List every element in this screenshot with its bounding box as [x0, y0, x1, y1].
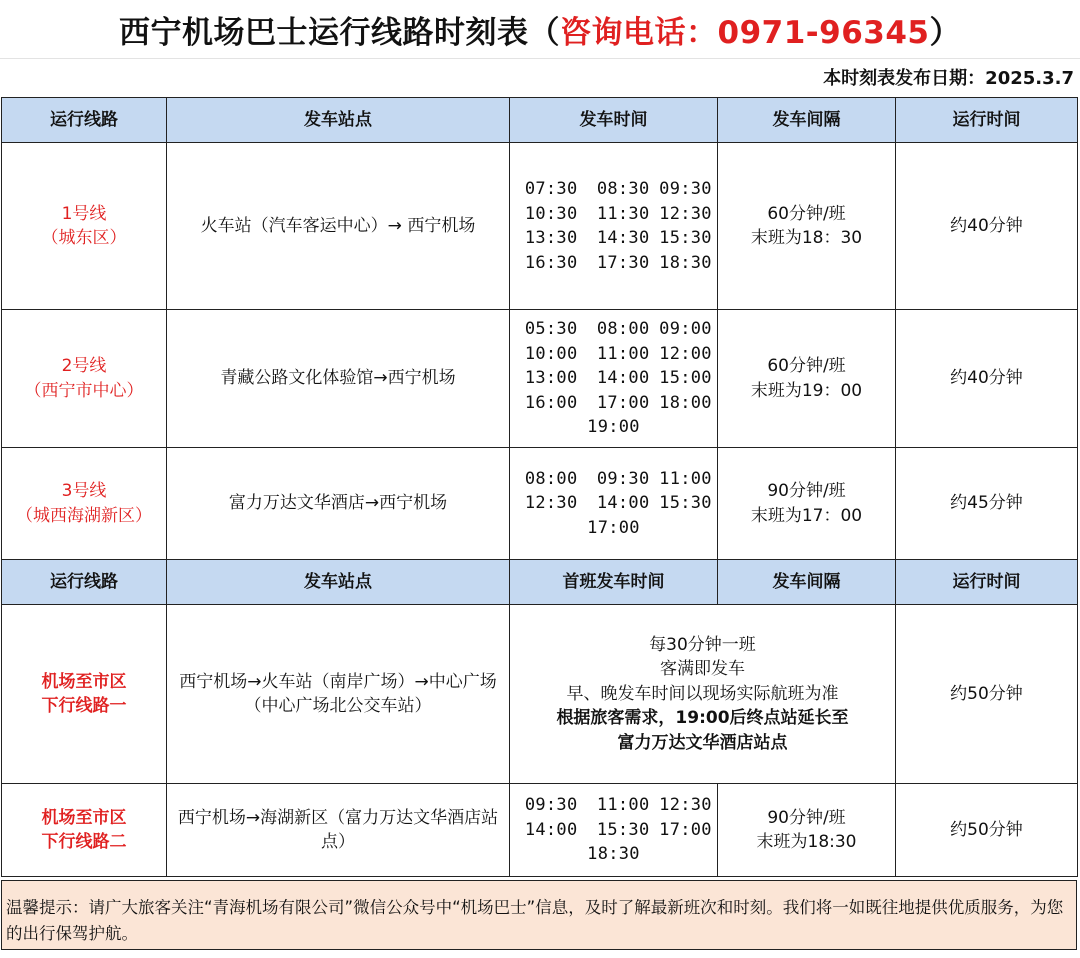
route-name-line1: 机场至市区	[41, 807, 127, 828]
route-row-3	[2, 448, 1078, 560]
route-name-line2: 下行线路一	[41, 696, 127, 716]
route-name-line1: 1号线	[61, 203, 107, 224]
header-station: 发车站点	[167, 560, 510, 605]
header-row	[2, 98, 1078, 143]
page-title	[0, 0, 1080, 59]
departure-time: 12:00	[659, 343, 712, 364]
route-name	[2, 605, 167, 784]
header-station: 发车站点	[167, 98, 510, 143]
notice-text: 温馨提示：请广大旅客关注“青海机场有限公司”微信公众号中“机场巴士”信息，及时了解最新班次和时刻。我们将一如既往地提供优质服务，为您的出行保驾护航。	[1, 880, 1077, 950]
departure-time: 05:30	[524, 319, 578, 340]
header-route: 运行线路	[2, 560, 167, 605]
info-line: 早、晚发车时间以现场实际航班为准	[566, 683, 839, 704]
header-first-time: 首班发车时间	[510, 560, 718, 605]
departure-time: 15:30	[659, 493, 712, 514]
departure-time: 14:00	[524, 819, 578, 840]
route-name-line1: 3号线	[61, 481, 107, 501]
departure-time: 12:30	[659, 795, 712, 816]
departure-time: 18:30	[587, 844, 640, 865]
departure-time: 14:30	[596, 228, 650, 248]
route-duration: 约45分钟	[896, 448, 1078, 560]
departure-time: 15:30	[659, 228, 712, 248]
route-name-line2: （城东区）	[41, 228, 127, 248]
departure-time: 17:00	[659, 819, 712, 840]
route-interval	[718, 784, 896, 877]
info-bold-line: 根据旅客需求，19:00后终点站延长至	[556, 708, 849, 729]
downline-row-1	[2, 605, 1078, 784]
departure-time: 11:00	[596, 795, 650, 816]
route-station: 西宁机场→火车站（南岸广场）→中心广场（中心广场北公交车站）	[167, 605, 510, 784]
route-name-line2: （城西海湖新区）	[16, 505, 152, 526]
departure-time: 10:00	[524, 343, 578, 364]
interval-line1: 60分钟/班	[767, 203, 846, 224]
interval-line2: 末班为17：00	[750, 505, 863, 526]
route-interval	[718, 448, 896, 560]
interval-line1: 90分钟/班	[767, 807, 846, 828]
departure-time: 14:00	[596, 368, 650, 389]
interval-line2: 末班为18：30	[750, 228, 863, 248]
route-station: 富力万达文华酒店→西宁机场	[167, 448, 510, 560]
departure-time: 15:30	[596, 819, 650, 840]
header-row-2	[2, 560, 1078, 605]
route-row-1	[2, 143, 1078, 310]
route-name	[2, 448, 167, 560]
departure-time: 14:00	[596, 493, 650, 514]
downline-row-2	[2, 784, 1078, 877]
title-main: 西宁机场巴士运行线路时刻表（	[119, 14, 560, 51]
departure-time: 09:30	[524, 795, 578, 816]
route-times	[510, 310, 718, 448]
route-duration: 约50分钟	[896, 784, 1078, 877]
departure-time: 08:00	[596, 319, 650, 340]
route-name-line1: 2号线	[61, 356, 107, 376]
departure-time: 17:00	[596, 392, 650, 413]
publish-date: 本时刻表发布日期：2025.3.7	[823, 68, 1074, 89]
info-line: 每30分钟一班	[649, 634, 756, 655]
header-duration: 运行时间	[896, 98, 1078, 143]
route-duration: 约40分钟	[896, 143, 1078, 310]
departure-time: 08:00	[524, 468, 578, 489]
route-station: 青藏公路文化体验馆→西宁机场	[167, 310, 510, 448]
departure-time: 12:30	[524, 493, 578, 514]
route-station: 火车站（汽车客运中心）→ 西宁机场	[167, 143, 510, 310]
route-name-line1: 机场至市区	[41, 671, 127, 692]
departure-time: 15:00	[659, 368, 712, 389]
departure-time: 17:30	[596, 252, 650, 273]
route-interval	[718, 310, 896, 448]
departure-time: 09:30	[659, 179, 712, 199]
header-time: 发车时间	[510, 98, 718, 143]
route-times	[510, 784, 718, 877]
info-line: 客满即发车	[660, 659, 745, 680]
header-route: 运行线路	[2, 98, 167, 143]
route-times	[510, 143, 718, 310]
interval-line2: 末班为19：00	[750, 380, 863, 401]
header-duration: 运行时间	[896, 560, 1078, 605]
departure-time: 09:30	[596, 468, 650, 489]
interval-line2: 末班为18:30	[756, 832, 857, 852]
route-interval	[718, 143, 896, 310]
route-row-2	[2, 310, 1078, 448]
header-interval: 发车间隔	[718, 560, 896, 605]
departure-time: 16:00	[524, 392, 578, 413]
route-duration: 约50分钟	[896, 605, 1078, 784]
departure-time: 11:30	[596, 203, 650, 224]
route-station: 西宁机场→海湖新区（富力万达文华酒店站点）	[167, 784, 510, 877]
departure-time: 08:30	[596, 179, 650, 199]
header-interval: 发车间隔	[718, 98, 896, 143]
departure-time: 07:30	[524, 179, 578, 199]
consult-phone: 咨询电话：0971-96345	[560, 14, 930, 51]
route-name-line2: （西宁市中心）	[24, 380, 144, 401]
departure-time: 11:00	[596, 343, 650, 364]
route-duration: 约40分钟	[896, 310, 1078, 448]
route-schedule-info	[510, 605, 896, 784]
route-name	[2, 784, 167, 877]
departure-time: 13:30	[524, 228, 578, 248]
info-bold-line: 富力万达文华酒店站点	[617, 732, 788, 753]
departure-time: 10:30	[524, 203, 578, 224]
departure-time: 09:00	[659, 319, 712, 340]
departure-time: 18:30	[659, 252, 712, 273]
route-times	[510, 448, 718, 560]
departure-time: 12:30	[659, 203, 712, 224]
departure-time: 16:30	[524, 252, 578, 273]
interval-line1: 60分钟/班	[767, 356, 846, 376]
title-close: ）	[929, 14, 961, 51]
departure-time: 11:00	[659, 468, 712, 489]
route-name	[2, 310, 167, 448]
route-name-line2: 下行线路二	[41, 832, 127, 852]
interval-line1: 90分钟/班	[767, 481, 846, 501]
departure-time: 19:00	[587, 417, 640, 438]
departure-time: 13:00	[524, 368, 578, 389]
departure-time: 18:00	[659, 392, 712, 413]
departure-time: 17:00	[587, 517, 640, 538]
route-name	[2, 143, 167, 310]
timetable	[1, 97, 1078, 877]
